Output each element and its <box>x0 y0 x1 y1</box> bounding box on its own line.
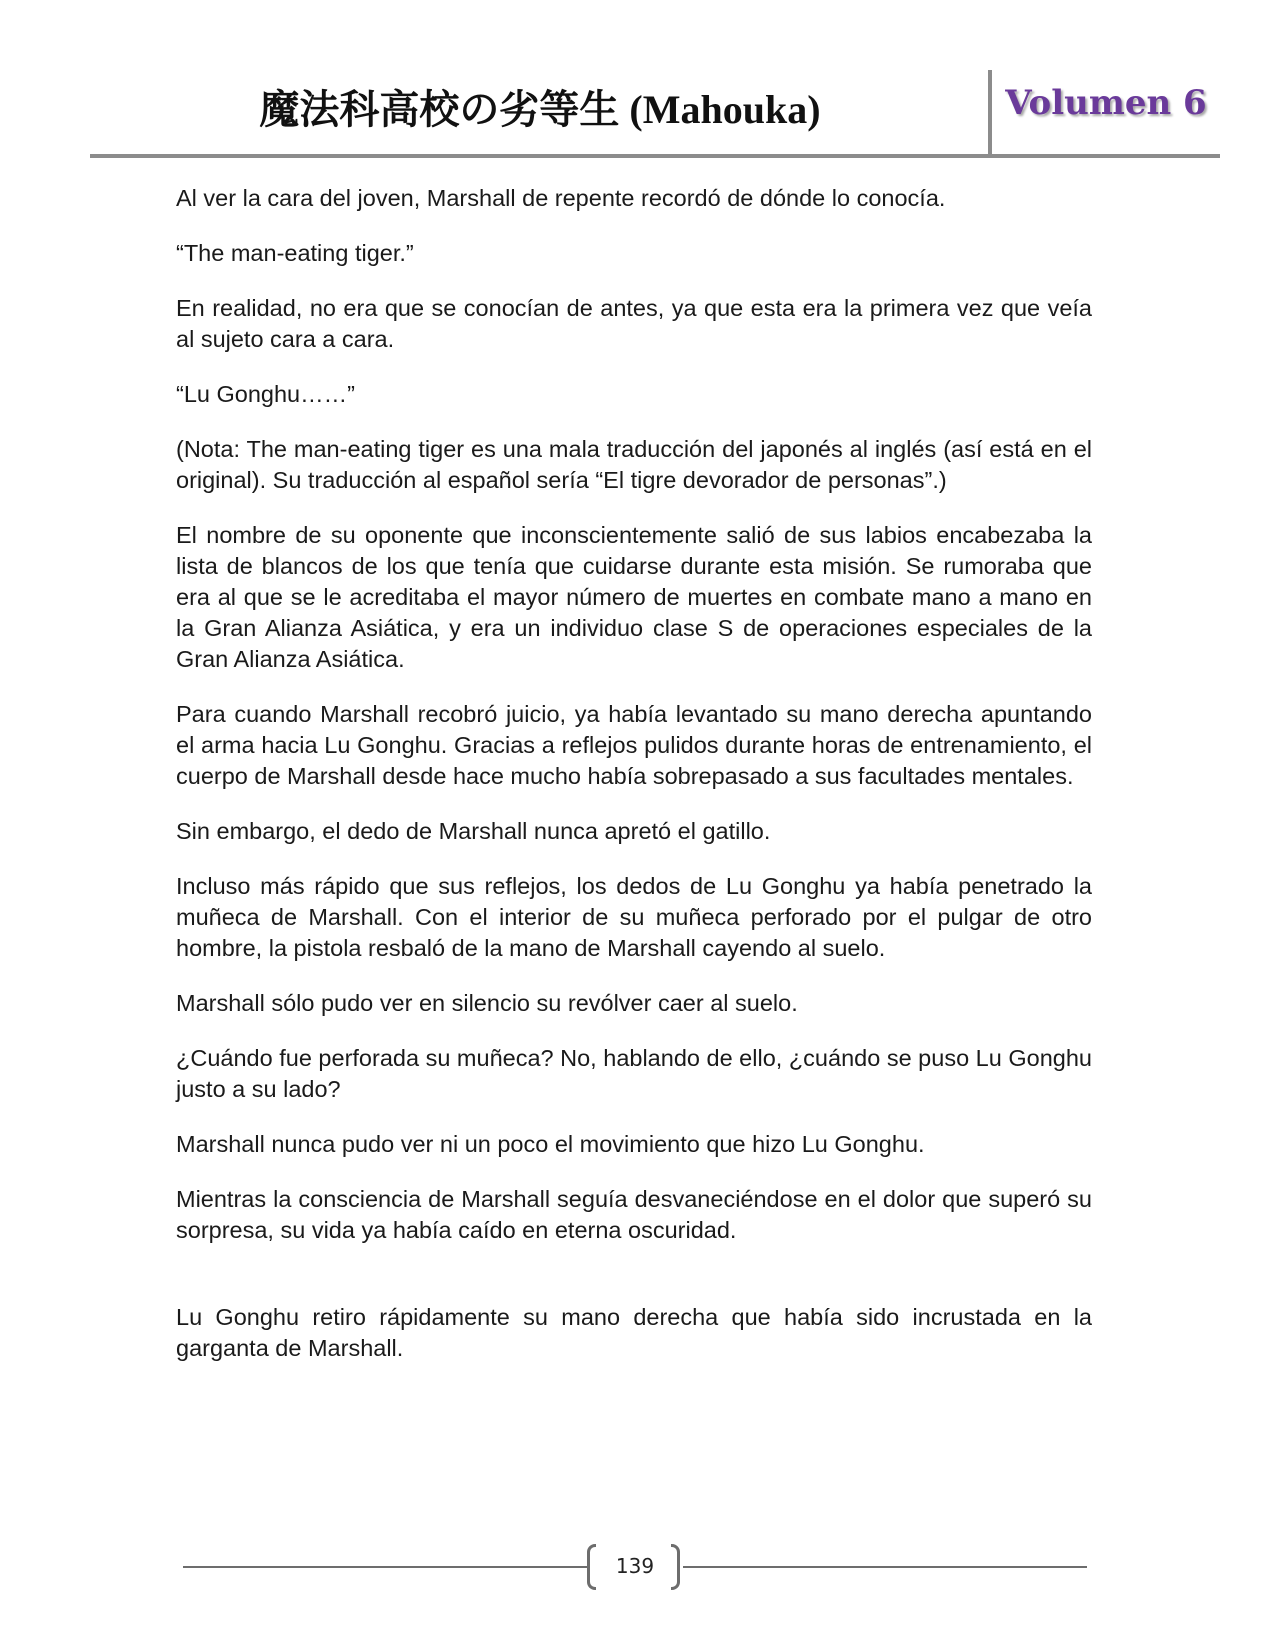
book-title: 魔法科高校の劣等生 (Mahouka) <box>259 87 821 132</box>
volume-label: Volumen 6 <box>1005 83 1207 123</box>
paragraph: ¿Cuándo fue perforada su muñeca? No, hablando de ello, ¿cuándo se puso Lu Gonghu justo a su lado? <box>176 1045 1092 1102</box>
page-header <box>90 70 1220 158</box>
page-footer <box>183 1544 1087 1590</box>
page-number-bracket-right <box>671 1544 680 1590</box>
paragraph: “The man-eating tiger.” <box>176 240 414 266</box>
header-rule <box>90 154 1220 158</box>
footer-rule-left <box>183 1566 587 1568</box>
paragraph: Para cuando Marshall recobró juicio, ya había levantado su mano derecha apuntando el arma hacia Lu Gonghu. Gracias a reflejos pulidos durante horas de entrenamiento, el cuerpo de Marshall desde hace mucho había sobrepasado a sus facultades mentales. <box>176 701 1092 789</box>
paragraph: Marshall sólo pudo ver en silencio su revólver caer al suelo. <box>176 990 798 1016</box>
paragraph: Sin embargo, el dedo de Marshall nunca apretó el gatillo. <box>176 818 771 844</box>
paragraph: En realidad, no era que se conocían de antes, ya que esta era la primera vez que veía al sujeto cara a cara. <box>176 295 1092 352</box>
paragraph: Marshall nunca pudo ver ni un poco el movimiento que hizo Lu Gonghu. <box>176 1131 925 1157</box>
paragraph: Al ver la cara del joven, Marshall de repente recordó de dónde lo conocía. <box>176 185 946 211</box>
paragraph: Incluso más rápido que sus reflejos, los dedos de Lu Gonghu ya había penetrado la muñeca de Marshall. Con el interior de su muñeca perforado por el pulgar de otro hombre, la pistola resbaló de la mano de Marshall cayendo al suelo. <box>176 873 1092 961</box>
paragraph: “Lu Gonghu……” <box>176 381 355 407</box>
paragraph: Lu Gonghu retiro rápidamente su mano derecha que había sido incrustada en la garganta de Marshall. <box>176 1304 1092 1361</box>
page-body <box>176 183 1092 1388</box>
paragraph: Mientras la consciencia de Marshall seguía desvaneciéndose en el dolor que superó su sorpresa, su vida ya había caído en eterna oscuridad. <box>176 1186 1092 1243</box>
footer-rule-right <box>683 1566 1087 1568</box>
paragraph: (Nota: The man-eating tiger es una mala traducción del japonés al inglés (así está en el original). Su traducción al español sería “El tigre devorador de personas”.) <box>176 436 1092 493</box>
paragraph: El nombre de su oponente que inconscientemente salió de sus labios encabezaba la lista de blancos de los que tenía que cuidarse durante esta misión. Se rumoraba que era al que se le acreditaba el mayor número de muertes en combate mano a mano en la Gran Alianza Asiática, y era un individuo clase S de operaciones especiales de la Gran Alianza Asiática. <box>176 522 1092 672</box>
page-number: 139 <box>615 1554 655 1578</box>
